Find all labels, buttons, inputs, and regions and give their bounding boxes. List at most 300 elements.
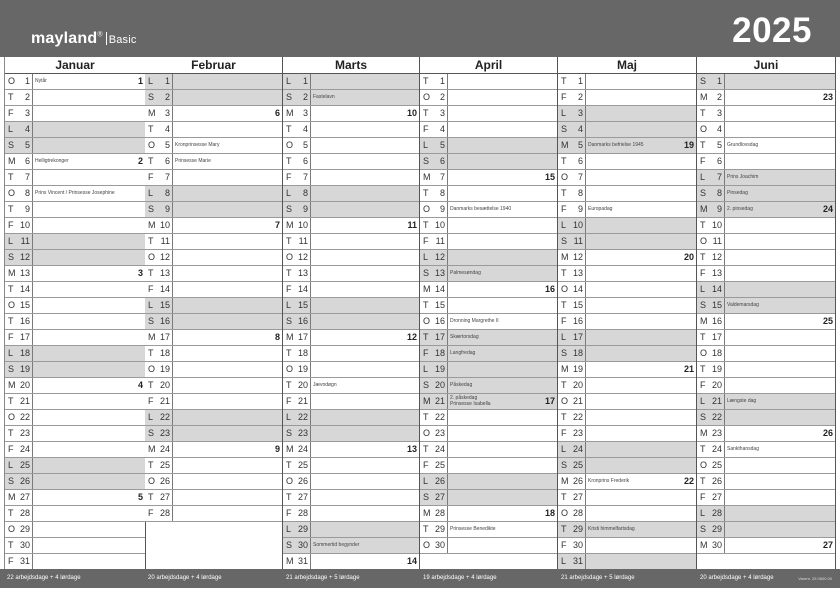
day-number: 28 — [159, 508, 170, 518]
event-line: Påskedag — [450, 382, 473, 388]
weekday-letter: L — [8, 124, 14, 134]
day-number: 11 — [712, 236, 722, 246]
week-number: 20 — [683, 252, 694, 262]
weekday-letter: L — [423, 364, 429, 374]
day-row — [5, 106, 145, 122]
day-row — [283, 506, 419, 522]
weekday-letter: O — [561, 508, 569, 518]
weekday-letter: S — [148, 428, 155, 438]
day-row — [558, 346, 696, 362]
day-row — [697, 442, 835, 458]
day-divider — [32, 458, 33, 473]
day-number: 18 — [159, 348, 170, 358]
day-row — [5, 314, 145, 330]
event-line: Sankthansdag — [727, 446, 759, 452]
weekday-letter: S — [700, 76, 707, 86]
day-row — [5, 154, 145, 170]
week-number: 2 — [137, 156, 143, 166]
day-divider — [724, 538, 725, 553]
day-number: 3 — [164, 108, 170, 118]
weekday-letter: O — [8, 412, 16, 422]
day-row — [283, 314, 419, 330]
day-row — [5, 218, 145, 234]
day-number: 10 — [572, 220, 583, 230]
weekday-letter: L — [286, 524, 292, 534]
day-number: 9 — [302, 204, 308, 214]
day-divider — [310, 410, 311, 425]
weekday-letter: L — [423, 252, 429, 262]
day-number: 4 — [716, 124, 722, 134]
event-label — [450, 206, 511, 212]
day-number: 30 — [297, 540, 308, 550]
day-row — [283, 554, 419, 570]
day-number: 22 — [434, 412, 445, 422]
weekday-letter: O — [8, 76, 16, 86]
weekday-letter: T — [700, 108, 706, 118]
month-footer-text: 22 arbejdsdage + 4 lørdage — [7, 575, 81, 581]
day-number: 14 — [159, 284, 170, 294]
weekday-letter: T — [8, 540, 14, 550]
day-row — [283, 202, 419, 218]
weekday-letter: L — [423, 140, 429, 150]
day-number: 18 — [572, 348, 583, 358]
weekday-letter: O — [423, 316, 431, 326]
day-number: 16 — [572, 316, 583, 326]
day-number: 16 — [711, 316, 722, 326]
day-row — [420, 330, 557, 346]
day-divider — [32, 106, 33, 121]
day-divider — [447, 122, 448, 137]
day-divider — [724, 442, 725, 457]
weekday-letter: S — [700, 300, 707, 310]
day-divider — [724, 346, 725, 361]
day-divider — [447, 394, 448, 409]
day-number: 31 — [297, 556, 308, 566]
day-row — [420, 538, 557, 554]
weekday-letter: T — [700, 444, 706, 454]
day-divider — [32, 506, 33, 521]
day-row — [697, 330, 835, 346]
weekday-letter: T — [148, 380, 154, 390]
weekday-letter: O — [286, 476, 294, 486]
day-divider — [172, 442, 173, 457]
day-divider — [447, 298, 448, 313]
day-divider — [310, 298, 311, 313]
day-number: 6 — [439, 156, 445, 166]
event-line: Skærtorsdag — [450, 334, 479, 340]
day-row — [283, 330, 419, 346]
day-number: 28 — [19, 508, 30, 518]
day-divider — [310, 314, 311, 329]
weekday-letter: L — [700, 284, 706, 294]
day-number: 13 — [711, 268, 722, 278]
week-number: 16 — [544, 284, 555, 294]
weekday-letter: T — [423, 108, 429, 118]
weekday-letter: O — [286, 252, 294, 262]
event-label — [727, 142, 758, 148]
day-divider — [585, 266, 586, 281]
day-number: 2 — [439, 92, 445, 102]
day-row — [5, 458, 145, 474]
weekday-letter: T — [8, 428, 14, 438]
day-number: 5 — [164, 140, 170, 150]
day-divider — [447, 506, 448, 521]
day-number: 20 — [572, 380, 583, 390]
day-row — [558, 298, 696, 314]
day-divider — [585, 202, 586, 217]
day-number: 9 — [577, 204, 583, 214]
day-row — [145, 474, 282, 490]
day-number: 7 — [164, 172, 170, 182]
day-divider — [724, 522, 725, 537]
day-number: 5 — [716, 140, 722, 150]
day-number: 19 — [19, 364, 30, 374]
day-number: 9 — [716, 204, 722, 214]
day-number: 26 — [19, 476, 30, 486]
day-divider — [310, 378, 311, 393]
day-row — [283, 490, 419, 506]
event-label — [450, 395, 491, 407]
day-number: 21 — [434, 396, 445, 406]
day-divider — [585, 314, 586, 329]
week-number: 4 — [137, 380, 143, 390]
weekday-letter: O — [423, 428, 431, 438]
day-number: 26 — [711, 476, 722, 486]
day-number: 14 — [297, 284, 308, 294]
day-row — [420, 106, 557, 122]
day-row — [5, 538, 145, 554]
weekday-letter: T — [700, 332, 706, 342]
day-divider — [310, 522, 311, 537]
weekday-letter: F — [423, 236, 429, 246]
event-label — [313, 382, 337, 388]
day-number: 23 — [159, 428, 170, 438]
brand-mark: ® — [97, 31, 103, 39]
day-row — [5, 410, 145, 426]
weekday-letter: S — [148, 316, 155, 326]
weekday-letter: F — [423, 124, 429, 134]
day-number: 24 — [434, 444, 445, 454]
day-divider — [724, 74, 725, 89]
day-number: 27 — [572, 492, 583, 502]
event-line: Helligtrekonger — [35, 158, 69, 164]
weekday-letter: M — [423, 284, 431, 294]
day-row — [420, 346, 557, 362]
day-divider — [172, 426, 173, 441]
day-divider — [447, 202, 448, 217]
day-number: 4 — [302, 124, 308, 134]
day-row — [697, 378, 835, 394]
event-line: Jævndøgn — [313, 382, 337, 388]
day-row — [697, 426, 835, 442]
weekday-letter: M — [700, 316, 708, 326]
day-row — [145, 250, 282, 266]
weekday-letter: T — [286, 348, 292, 358]
day-number: 2 — [302, 92, 308, 102]
day-number: 13 — [159, 268, 170, 278]
day-divider — [310, 218, 311, 233]
weekday-letter: T — [700, 252, 706, 262]
weekday-letter: F — [8, 108, 14, 118]
day-divider — [32, 378, 33, 393]
day-divider — [447, 538, 448, 553]
day-divider — [724, 314, 725, 329]
weekday-letter: M — [286, 220, 294, 230]
day-number: 26 — [159, 476, 170, 486]
day-row — [558, 314, 696, 330]
day-number: 3 — [577, 108, 583, 118]
day-divider — [585, 234, 586, 249]
day-divider — [447, 218, 448, 233]
day-divider — [310, 346, 311, 361]
weekday-letter: T — [423, 524, 429, 534]
weekday-letter: F — [8, 332, 14, 342]
event-line: Dronning Margrethe II — [450, 318, 499, 324]
day-row — [145, 378, 282, 394]
event-line: Prins Vincent / Prinsesse Josephine — [35, 190, 115, 196]
day-number: 22 — [159, 412, 170, 422]
weekday-letter: F — [8, 556, 14, 566]
day-number: 30 — [19, 540, 30, 550]
day-number: 6 — [716, 156, 722, 166]
weekday-letter: M — [423, 396, 431, 406]
day-row — [283, 394, 419, 410]
day-row — [283, 170, 419, 186]
day-row — [697, 474, 835, 490]
weekday-letter: F — [700, 268, 706, 278]
event-line: Palmesøndag — [450, 270, 481, 276]
day-number: 25 — [297, 460, 308, 470]
event-line: Prinsesse Benedikte — [450, 526, 496, 532]
day-row — [5, 554, 145, 570]
day-divider — [32, 554, 33, 569]
day-number: 6 — [24, 156, 30, 166]
weekday-letter: L — [148, 76, 154, 86]
day-number: 11 — [20, 236, 30, 246]
day-divider — [32, 282, 33, 297]
day-divider — [447, 74, 448, 89]
weekday-letter: M — [148, 332, 156, 342]
weekday-letter: M — [8, 156, 16, 166]
day-row — [558, 474, 696, 490]
weekday-letter: O — [286, 364, 294, 374]
week-number: 8 — [274, 332, 280, 342]
day-divider — [310, 458, 311, 473]
day-number: 6 — [164, 156, 170, 166]
day-divider — [724, 394, 725, 409]
day-number: 23 — [434, 428, 445, 438]
day-row — [420, 154, 557, 170]
month-column-februar — [145, 57, 283, 569]
weekday-letter: M — [8, 492, 16, 502]
day-row — [420, 426, 557, 442]
day-number: 2 — [164, 92, 170, 102]
day-divider — [585, 282, 586, 297]
day-divider — [724, 250, 725, 265]
weekday-letter: F — [148, 396, 154, 406]
weekday-letter: F — [423, 348, 429, 358]
day-number: 17 — [711, 332, 722, 342]
day-divider — [310, 90, 311, 105]
day-number: 30 — [434, 540, 445, 550]
day-row — [145, 442, 282, 458]
day-number: 16 — [159, 316, 170, 326]
day-row — [558, 458, 696, 474]
day-divider — [32, 426, 33, 441]
day-number: 28 — [711, 508, 722, 518]
weekday-letter: S — [286, 92, 293, 102]
day-number: 23 — [711, 428, 722, 438]
day-number: 18 — [19, 348, 30, 358]
day-divider — [32, 346, 33, 361]
event-label — [588, 526, 635, 532]
weekday-letter: T — [286, 236, 292, 246]
event-label — [35, 158, 69, 164]
day-number: 5 — [302, 140, 308, 150]
day-row — [558, 554, 696, 570]
weekday-letter: T — [286, 460, 292, 470]
day-row — [558, 186, 696, 202]
day-number: 12 — [19, 252, 30, 262]
weekday-letter: T — [700, 140, 706, 150]
week-number: 12 — [406, 332, 417, 342]
day-divider — [32, 202, 33, 217]
weekday-letter: S — [423, 156, 430, 166]
weekday-letter: T — [148, 492, 154, 502]
day-number: 22 — [297, 412, 308, 422]
day-number: 18 — [297, 348, 308, 358]
weekday-letter: O — [148, 476, 156, 486]
weekday-letter: S — [148, 204, 155, 214]
month-column-maj — [558, 57, 697, 569]
day-divider — [585, 90, 586, 105]
day-row — [145, 506, 282, 522]
weekday-letter: L — [423, 476, 429, 486]
day-number: 6 — [577, 156, 583, 166]
day-row — [420, 282, 557, 298]
weekday-letter: T — [423, 332, 429, 342]
event-line: Grundlovsdag — [727, 142, 759, 148]
day-row — [558, 394, 696, 410]
day-divider — [32, 122, 33, 137]
day-divider — [310, 74, 311, 89]
weekday-letter: S — [561, 348, 568, 358]
day-row — [697, 202, 835, 218]
day-divider — [310, 506, 311, 521]
day-number: 19 — [434, 364, 445, 374]
day-number: 21 — [297, 396, 308, 406]
day-number: 8 — [164, 188, 170, 198]
day-row — [558, 218, 696, 234]
day-divider — [585, 74, 586, 89]
month-footer-text: 21 arbejdsdage + 5 lørdage — [286, 575, 360, 581]
day-row — [5, 298, 145, 314]
weekday-letter: M — [700, 540, 708, 550]
weekday-letter: L — [148, 188, 154, 198]
weekday-letter: T — [8, 92, 14, 102]
day-row — [283, 538, 419, 554]
day-row — [558, 282, 696, 298]
day-divider — [585, 538, 586, 553]
day-row — [145, 90, 282, 106]
weekday-letter: M — [148, 444, 156, 454]
weekday-letter: L — [700, 172, 706, 182]
weekday-letter: T — [8, 204, 14, 214]
day-divider — [172, 234, 173, 249]
day-divider — [32, 538, 33, 553]
day-number: 15 — [434, 300, 445, 310]
day-divider — [172, 186, 173, 201]
weekday-letter: T — [423, 300, 429, 310]
weekday-letter: O — [561, 284, 569, 294]
week-number: 10 — [406, 108, 417, 118]
weekday-letter: O — [561, 396, 569, 406]
day-number: 23 — [19, 428, 30, 438]
weekday-letter: T — [286, 268, 292, 278]
weekday-letter: T — [423, 76, 429, 86]
day-row — [5, 202, 145, 218]
weekday-letter: S — [700, 188, 707, 198]
event-label — [450, 526, 496, 532]
weekday-letter: M — [700, 92, 708, 102]
day-row — [283, 426, 419, 442]
day-row — [420, 474, 557, 490]
day-divider — [585, 154, 586, 169]
day-divider — [585, 522, 586, 537]
day-number: 25 — [572, 460, 583, 470]
event-line: Kristi himmelfartsdag — [588, 526, 635, 532]
day-divider — [310, 394, 311, 409]
day-divider — [585, 426, 586, 441]
weekday-letter: O — [700, 460, 708, 470]
day-row — [145, 282, 282, 298]
day-number: 26 — [434, 476, 445, 486]
week-number: 25 — [822, 316, 833, 326]
weekday-letter: L — [286, 76, 292, 86]
day-number: 18 — [711, 348, 722, 358]
day-divider — [724, 106, 725, 121]
weekday-letter: T — [561, 380, 567, 390]
day-row — [697, 234, 835, 250]
event-label — [450, 270, 481, 276]
day-row — [420, 186, 557, 202]
day-divider — [310, 154, 311, 169]
weekday-letter: O — [700, 348, 708, 358]
weekday-letter: S — [286, 316, 293, 326]
weekday-letter: O — [423, 92, 431, 102]
weekday-letter: T — [561, 268, 567, 278]
day-row — [697, 250, 835, 266]
day-divider — [585, 250, 586, 265]
day-row — [5, 266, 145, 282]
day-number: 20 — [297, 380, 308, 390]
day-row — [145, 314, 282, 330]
day-row — [558, 522, 696, 538]
day-row — [5, 378, 145, 394]
day-number: 19 — [159, 364, 170, 374]
day-divider — [447, 90, 448, 105]
day-number: 15 — [159, 300, 170, 310]
day-row — [5, 74, 145, 90]
day-number: 17 — [159, 332, 170, 342]
day-number: 27 — [434, 492, 445, 502]
day-divider — [310, 362, 311, 377]
day-number: 29 — [19, 524, 30, 534]
day-number: 8 — [24, 188, 30, 198]
day-divider — [310, 474, 311, 489]
day-row — [558, 378, 696, 394]
day-divider — [172, 410, 173, 425]
